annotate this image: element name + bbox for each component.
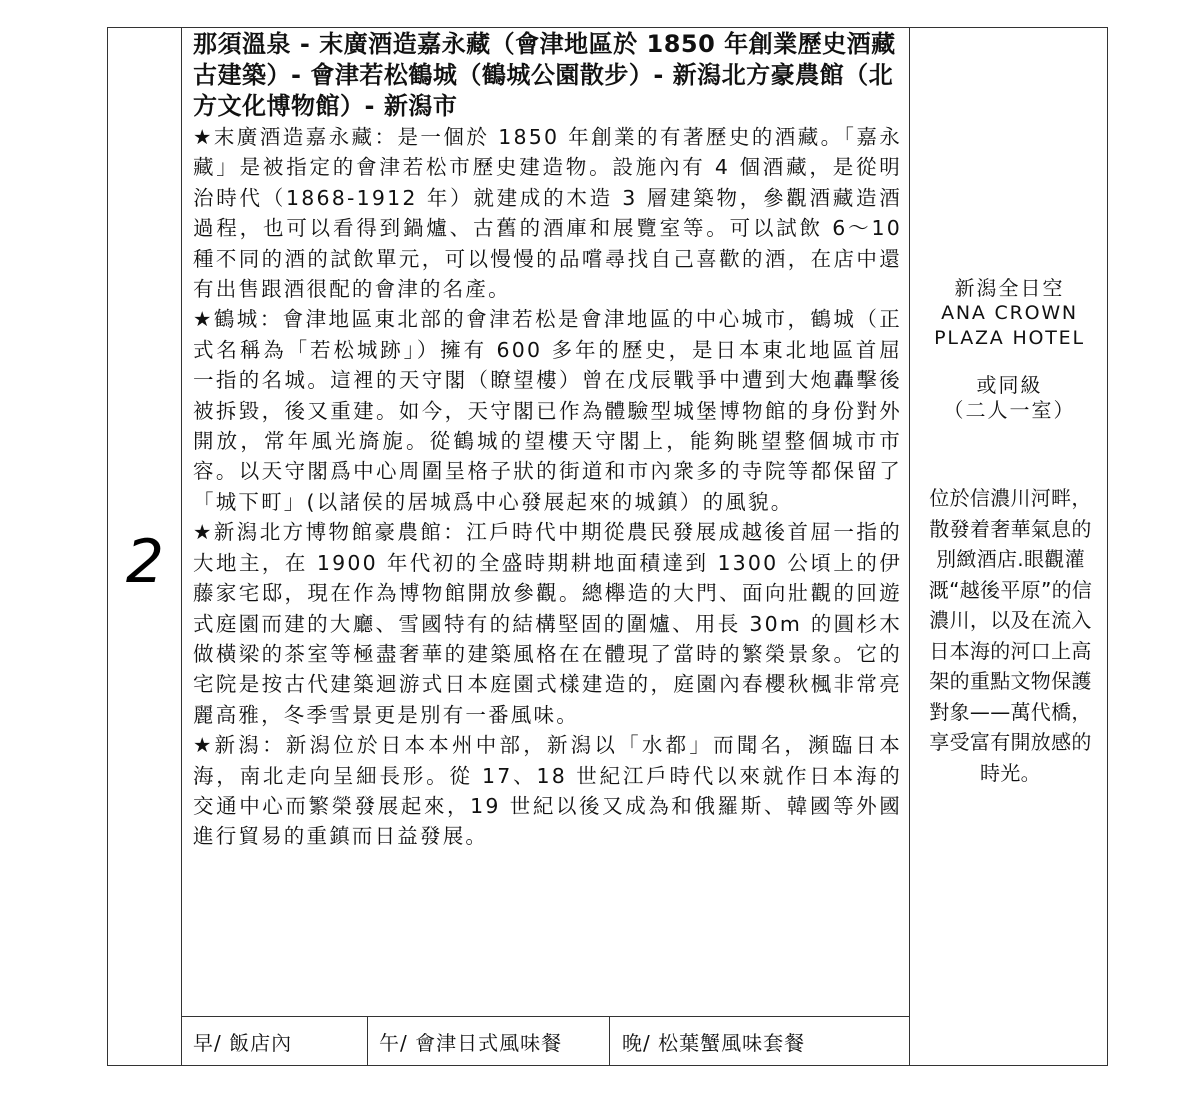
meal-lunch: 午/ 會津日式風味餐	[379, 1030, 563, 1055]
paragraph-northern-museum: ★新潟北方博物館豪農館：江戶時代中期從農民發展成越後首屈一指的大地主，在 1900 年代初的全盛時期耕地面積達到 1300 公頃上的伊藤家宅邸，現在作為博物館開放參觀。總櫸造的大門、面向壯觀的回遊式庭園而建的大廳、雪國特有的結構堅固的圍爐、用長 30m 的圓杉木做橫梁的茶室等極盡奢華的建築風格在在體現了當時的繁榮景象。它的宅院是按古代建築迴游式日本庭園式樣建造的，庭園內春櫻秋楓非常亮麗高雅，冬季雪景更是別有一番風味。	[193, 520, 902, 727]
hotel-name-en-line2: PLAZA HOTEL	[934, 327, 1085, 349]
meal-breakfast: 早/ 飯店內	[193, 1030, 293, 1055]
hotel-name	[910, 276, 1109, 351]
paragraph-tsuruga-castle: ★鶴城：會津地區東北部的會津若松是會津地區的中心城市，鶴城（正式名稱為「若松城跡」）擁有 600 多年的歷史，是日本東北地區首屈一指的名城。這裡的天守閣（瞭望樓）曾在戊辰戰爭中遭到大炮轟擊後被拆毀，後又重建。如今，天守閣已作為體驗型城堡博物館的身份對外開放，常年風光旖旎。從鶴城的望樓天守閣上，能夠眺望整個城市市容。以天守閣爲中心周圍呈格子狀的街道和市內衆多的寺院等都保留了「城下町」(以諸侯的居城爲中心發展起來的城鎮）的風貌。	[193, 307, 902, 514]
day-title: 那須溫泉 - 末廣酒造嘉永藏（會津地區於 1850 年創業歷史酒藏古建築）- 會津若松鶴城（鶴城公園散步）- 新潟北方豪農館（北方文化博物館）- 新潟市	[193, 30, 896, 120]
hotel-name-zh: 新潟全日空	[954, 276, 1065, 300]
content-cell	[182, 28, 910, 1016]
description-text	[193, 122, 902, 852]
meal-divider	[367, 1017, 368, 1065]
itinerary-table	[107, 27, 1108, 1066]
hotel-grade-line1: 或同級	[976, 373, 1043, 397]
hotel-cell	[910, 28, 1109, 1065]
hotel-grade-line2: （二人一室）	[943, 398, 1076, 422]
hotel-description: 位於信濃川河畔，散發着奢華氣息的別緻酒店.眼觀灌溉“越後平原”的信濃川，以及在流入日本海的河口上高架的重點文物保護對象——萬代橋，享受富有開放感的時光。	[928, 486, 1093, 785]
hotel-grade	[910, 373, 1109, 423]
day-number: 2	[125, 526, 165, 597]
meal-divider	[609, 1017, 610, 1065]
paragraph-sake-brewery: ★末廣酒造嘉永藏：是一個於 1850 年創業的有著歷史的酒藏。「嘉永藏」是被指定的會津若松市歷史建造物。設施內有 4 個酒藏，是從明治時代（1868-1912 年）就建成的木造 3 層建築物，參觀酒藏造酒過程，也可以看得到鍋爐、古舊的酒庫和展覽室等。可以試飲 6～10 種不同的酒的試飲單元，可以慢慢的品嚐尋找自己喜歡的酒，在店中還有出售跟酒很配的會津的名產。	[193, 125, 902, 302]
meal-dinner: 晚/ 松葉蟹風味套餐	[622, 1030, 806, 1055]
day-cell	[108, 28, 182, 1065]
hotel-name-en-line1: ANA CROWN	[941, 302, 1078, 324]
paragraph-niigata: ★新潟：新潟位於日本本州中部，新潟以「水都」而聞名，瀕臨日本海，南北走向呈細長形。從 17、18 世紀江戶時代以來就作日本海的交通中心而繁榮發展起來，19 世紀以後又成為和俄羅斯、韓國等外國進行貿易的重鎮而日益發展。	[193, 733, 902, 849]
meals-row	[182, 1016, 910, 1065]
